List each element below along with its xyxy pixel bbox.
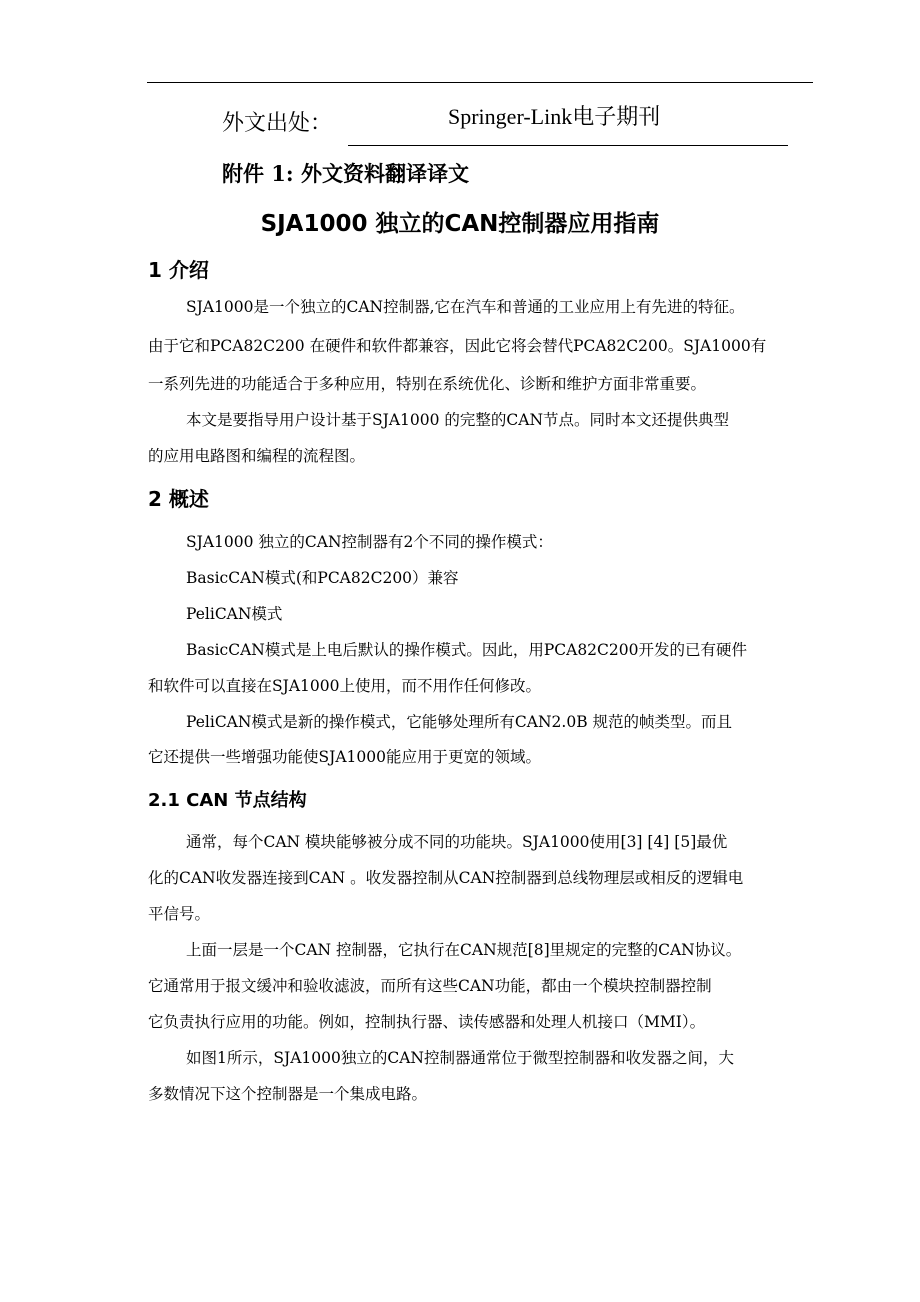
paragraph-line: 上面一层是一个CAN 控制器，它执行在CAN规范[8]里规定的完整的CAN协议。 xyxy=(186,941,742,959)
paragraph-line: 化的CAN收发器连接到CAN 。收发器控制从CAN控制器到总线物理层或相反的逻辑电 xyxy=(148,869,744,887)
paragraph-line: 由于它和PCA82C200 在硬件和软件都兼容，因此它将会替代PCA82C200。SJA1000有 xyxy=(148,337,767,355)
source-label: 外文出处： xyxy=(222,111,333,136)
source-underline xyxy=(348,145,788,146)
paragraph-line: 的应用电路图和编程的流程图。 xyxy=(148,447,366,465)
section-heading-overview: 2 概述 xyxy=(148,487,209,511)
paragraph-line: 它负责执行应用的功能。例如，控制执行器、读传感器和处理人机接口（MMI）。 xyxy=(148,1013,706,1031)
appendix-heading: 附件 1: 外文资料翻译译文 xyxy=(222,161,469,186)
paragraph-line: PeliCAN模式 xyxy=(186,605,283,623)
paragraph-line: SJA1000 独立的CAN控制器有2个不同的操作模式： xyxy=(186,533,553,551)
paragraph-line: 一系列先进的功能适合于多种应用，特别在系统优化、诊断和维护方面非常重要。 xyxy=(148,375,707,393)
paragraph-line: 和软件可以直接在SJA1000上使用，而不用作任何修改。 xyxy=(148,677,541,695)
section-heading-introduction: 1 介绍 xyxy=(148,258,209,282)
paragraph-line: 如图1所示，SJA1000独立的CAN控制器通常位于微型控制器和收发器之间，大 xyxy=(186,1049,734,1067)
paragraph-line: SJA1000是一个独立的CAN控制器,它在汽车和普通的工业应用上有先进的特征。 xyxy=(186,298,745,316)
paragraph-line: PeliCAN模式是新的操作模式，它能够处理所有CAN2.0B 规范的帧类型。而且 xyxy=(186,713,733,731)
header-rule xyxy=(147,82,813,83)
paragraph-line: 平信号。 xyxy=(148,905,211,923)
source-value: Springer-Link电子期刊 xyxy=(448,104,661,129)
paragraph-line: 它通常用于报文缓冲和验收滤波，而所有这些CAN功能，都由一个模块控制器控制 xyxy=(148,977,712,995)
paragraph-line: 它还提供一些增强功能使SJA1000能应用于更宽的领域。 xyxy=(148,748,541,766)
paragraph-line: BasicCAN模式是上电后默认的操作模式。因此，用PCA82C200开发的已有硬件 xyxy=(186,641,747,659)
paragraph-line: 本文是要指导用户设计基于SJA1000 的完整的CAN节点。同时本文还提供典型 xyxy=(186,411,730,429)
section-heading-can-node-structure: 2.1 CAN 节点结构 xyxy=(148,790,307,811)
document-title: SJA1000 独立的CAN控制器应用指南 xyxy=(260,211,660,237)
paragraph-line: 通常，每个CAN 模块能够被分成不同的功能块。SJA1000使用[3] [4] [5]最优 xyxy=(186,833,728,851)
paragraph-line: BasicCAN模式(和PCA82C200）兼容 xyxy=(186,569,459,587)
paragraph-line: 多数情况下这个控制器是一个集成电路。 xyxy=(148,1085,428,1103)
